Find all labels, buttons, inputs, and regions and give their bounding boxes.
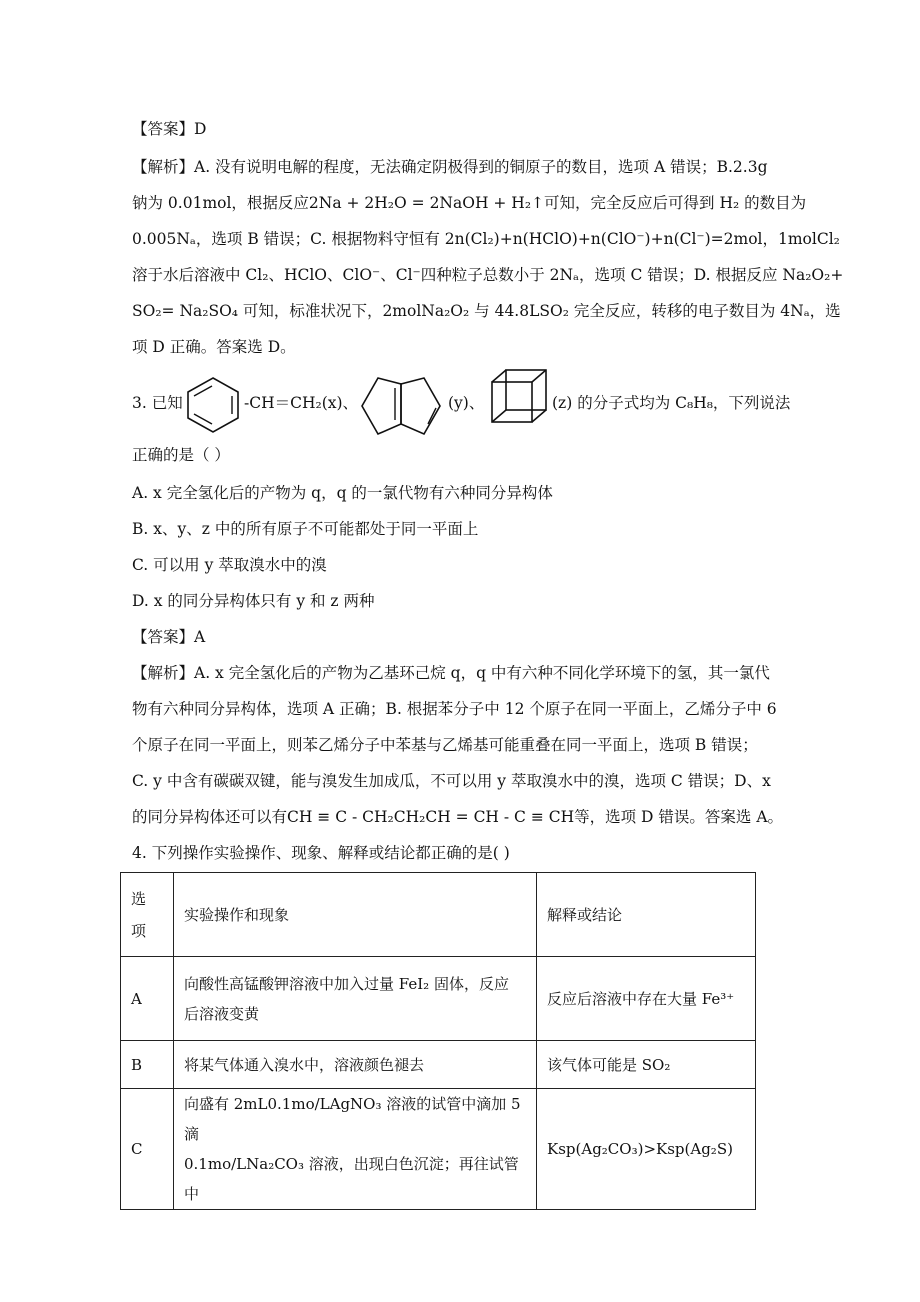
row-operation: 向盛有 2mL0.1mo/LAgNO₃ 溶液的试管中滴加 5 滴 0.1mo/LNa₂CO₃ 溶液，出现白色沉淀；再往试管中 bbox=[174, 1089, 537, 1210]
q3-z-label: (z) 的分子式均为 C₈H₈，下列说法 bbox=[552, 394, 791, 412]
header-option: 选 项 bbox=[121, 873, 174, 957]
q3-prefix: 3. 已知 bbox=[132, 394, 183, 412]
row-conclusion: Ksp(Ag₂CO₃)>Ksp(Ag₂S) bbox=[537, 1089, 756, 1210]
analysis-3-line: 物有六种同分异构体，选项 A 正确；B. 根据苯分子中 12 个原子在同一平面上，乙烯分子中 6 bbox=[132, 700, 777, 718]
q3-option-d: D. x 的同分异构体只有 y 和 z 两种 bbox=[132, 592, 375, 610]
analysis-2-line: 0.005Nₐ，选项 B 错误；C. 根据物料守恒有 2n(Cl₂)+n(HClO)+n(ClO⁻)+n(Cl⁻)=2mol，1molCl₂ bbox=[132, 230, 840, 248]
answer-3: 【答案】A bbox=[132, 628, 206, 646]
row-operation: 将某气体通入溴水中，溶液颜色褪去 bbox=[174, 1041, 537, 1089]
row-conclusion: 该气体可能是 SO₂ bbox=[537, 1041, 756, 1089]
q4-stem: 4. 下列操作实验操作、现象、解释或结论都正确的是( ) bbox=[132, 844, 510, 862]
styrene-benzene-ring bbox=[182, 374, 244, 434]
table-row bbox=[121, 957, 756, 1041]
analysis-2-line: SO₂= Na₂SO₄ 可知，标准状况下，2molNa₂O₂ 与 44.8LSO₂ 完全反应，转移的电子数目为 4Nₐ，选 bbox=[132, 302, 841, 320]
analysis-3-line: C. y 中含有碳碳双键，能与溴发生加成瓜，不可以用 y 萃取溴水中的溴，选项 C 错误；D、x bbox=[132, 772, 771, 790]
row-operation: 向酸性高锰酸钾溶液中加入过量 FeI₂ 固体，反应 后溶液变黄 bbox=[174, 957, 537, 1041]
analysis-3-line: 【解析】A. x 完全氢化后的产物为乙基环己烷 q，q 中有六种不同化学环境下的氢，其一氯代 bbox=[132, 664, 770, 682]
q3-option-b: B. x、y、z 中的所有原子不可能都处于同一平面上 bbox=[132, 520, 479, 538]
analysis-2-line: 钠为 0.01mol，根据反应2Na + 2H₂O = 2NaOH + H₂↑可知，完全反应后可得到 H₂ 的数目为 bbox=[132, 194, 807, 212]
row-option: C bbox=[121, 1089, 174, 1210]
row-option: A bbox=[121, 957, 174, 1041]
pentalene-structure bbox=[356, 372, 446, 438]
q3-x-label: -CH＝CH₂(x)、 bbox=[244, 394, 359, 412]
analysis-2-line: 【解析】A. 没有说明电解的程度，无法确定阴极得到的铜原子的数目，选项 A 错误；B.2.3g bbox=[132, 158, 768, 176]
q4-table bbox=[120, 872, 756, 1210]
q3-continuation: 正确的是（ ） bbox=[132, 446, 230, 464]
q3-option-a: A. x 完全氢化后的产物为 q，q 的一氯代物有六种同分异构体 bbox=[132, 484, 553, 502]
header-conclusion: 解释或结论 bbox=[537, 873, 756, 957]
analysis-2-line: 项 D 正确。答案选 D。 bbox=[132, 338, 296, 356]
row-conclusion: 反应后溶液中存在大量 Fe³⁺ bbox=[537, 957, 756, 1041]
table-row bbox=[121, 1041, 756, 1089]
q3-y-label: (y)、 bbox=[448, 394, 485, 412]
q3-option-c: C. 可以用 y 萃取溴水中的溴 bbox=[132, 556, 327, 574]
table-row bbox=[121, 1089, 756, 1210]
analysis-3-line: 个原子在同一平面上，则苯乙烯分子中苯基与乙烯基可能重叠在同一平面上，选项 B 错误； bbox=[132, 736, 758, 754]
analysis-2-line: 溶于水后溶液中 Cl₂、HClO、ClO⁻、Cl⁻四种粒子总数小于 2Nₐ，选项 C 错误；D. 根据反应 Na₂O₂+ bbox=[132, 266, 844, 284]
cubane-structure bbox=[488, 366, 550, 428]
analysis-3-line: 的同分异构体还可以有CH ≡ C - CH₂CH₂CH = CH - C ≡ CH等，选项 D 错误。答案选 A。 bbox=[132, 808, 784, 826]
row-option: B bbox=[121, 1041, 174, 1089]
table-header-row bbox=[121, 873, 756, 957]
answer-2: 【答案】D bbox=[132, 120, 207, 138]
header-operation: 实验操作和现象 bbox=[174, 873, 537, 957]
